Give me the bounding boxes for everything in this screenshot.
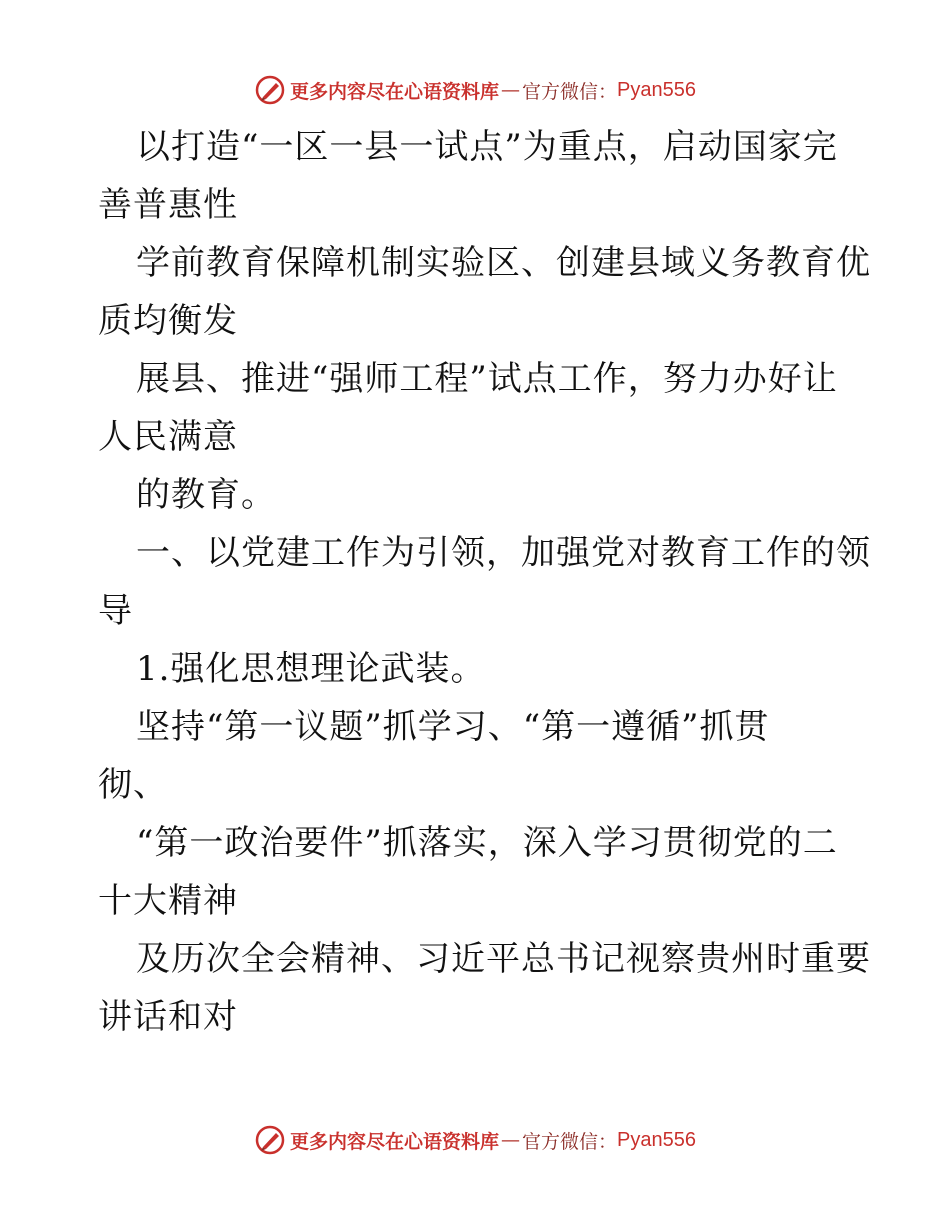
body-line: 质均衡发 (98, 301, 238, 341)
watermark-site-text: 更多内容尽在心语资料库 (290, 1130, 500, 1153)
body-line: 人民满意 (98, 417, 238, 457)
document-body (98, 118, 871, 1046)
watermark-dash: — (501, 79, 521, 101)
body-line: 以打造“一区一县一试点”为重点，启动国家完 (136, 127, 838, 167)
watermark-wechat-label: 官方微信： (522, 1130, 618, 1153)
pen-logo-icon (254, 74, 286, 106)
body-line: 讲话和对 (98, 997, 238, 1037)
section-heading: 一、以党建工作为引领，加强党对教育工作的领 (136, 533, 871, 573)
watermark-wechat-label: 官方微信： (522, 80, 618, 103)
body-line: 十大精神 (98, 881, 238, 921)
body-line: 及历次全会精神、习近平总书记视察贵州时重要 (136, 939, 871, 979)
watermark-wechat-id: Pyan556 (617, 78, 696, 101)
body-line: 坚持“第一议题”抓学习、“第一遵循”抓贯 (136, 707, 770, 747)
watermark-dash: — (501, 1129, 521, 1151)
section-heading-continued: 导 (98, 591, 133, 631)
watermark-site-text: 更多内容尽在心语资料库 (290, 80, 500, 103)
body-line: 善普惠性 (98, 185, 238, 225)
subsection-heading: 1.强化思想理论武装。 (136, 649, 486, 689)
body-line: 展县、推进“强师工程”试点工作，努力办好让 (136, 359, 838, 399)
body-line: “第一政治要件”抓落实，深入学习贯彻党的二 (136, 823, 838, 863)
header-watermark (0, 72, 950, 108)
footer-watermark (0, 1122, 950, 1158)
body-line: 学前教育保障机制实验区、创建县域义务教育优 (136, 243, 871, 283)
body-line: 的教育。 (136, 475, 276, 515)
body-line: 彻、 (98, 765, 168, 805)
pen-logo-icon (254, 1124, 286, 1156)
watermark-wechat-id: Pyan556 (617, 1128, 696, 1151)
